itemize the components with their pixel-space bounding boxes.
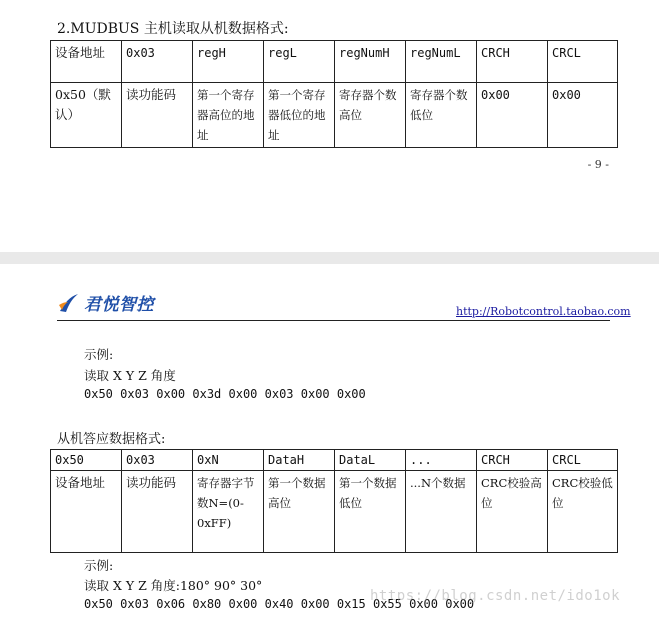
table-cell: 0x00 xyxy=(477,83,548,148)
table-row xyxy=(51,83,618,148)
table-cell: 寄存器字节数N=(0-0xFF) xyxy=(193,471,264,553)
table-cell: DataH xyxy=(264,450,335,471)
brand-swoosh-icon xyxy=(57,291,81,315)
table-cell: 第一个寄存器低位的地址 xyxy=(264,83,335,148)
table-cell: CRCH xyxy=(477,450,548,471)
page-number: - 9 - xyxy=(587,158,609,171)
table-cell: CRCH xyxy=(477,41,548,83)
table-cell: regH xyxy=(193,41,264,83)
table-cell: 设备地址 xyxy=(51,471,122,553)
table-cell: 读功能码 xyxy=(122,471,193,553)
table-cell: 0xN xyxy=(193,450,264,471)
table-cell: 第一个寄存器高位的地址 xyxy=(193,83,264,148)
table-cell: 0x03 xyxy=(122,450,193,471)
example-read-line: 读取 X Y Z 角度:180° 90° 30° xyxy=(84,578,263,593)
table-cell: CRC校验高位 xyxy=(477,471,548,553)
table-row xyxy=(51,41,618,83)
example-request-bytes: 0x50 0x03 0x00 0x3d 0x00 0x03 0x00 0x00 xyxy=(84,387,366,401)
table-cell: regNumH xyxy=(335,41,406,83)
table-cell: 读功能码 xyxy=(122,83,193,148)
response-format-table xyxy=(50,449,618,553)
example-label: 示例: xyxy=(84,558,114,573)
brand-name: 君悦智控 xyxy=(84,295,154,315)
table-cell: 0x50 xyxy=(51,450,122,471)
page-separator xyxy=(0,252,659,264)
store-link[interactable]: http://Robotcontrol.taobao.com xyxy=(456,305,631,318)
table-cell: ... xyxy=(406,450,477,471)
table-cell: 0x00 xyxy=(548,83,618,148)
brand-logo xyxy=(57,290,154,315)
example-response-bytes: 0x50 0x03 0x06 0x80 0x00 0x40 0x00 0x15 0x55 0x00 0x00 xyxy=(84,597,475,611)
table-cell: 寄存器个数高位 xyxy=(335,83,406,148)
table-cell: DataL xyxy=(335,450,406,471)
request-format-table xyxy=(50,40,618,148)
table-cell: 设备地址 xyxy=(51,41,122,83)
header-divider xyxy=(57,320,610,321)
table-cell: regL xyxy=(264,41,335,83)
table-cell: 0x03 xyxy=(122,41,193,83)
table-cell: 寄存器个数低位 xyxy=(406,83,477,148)
document-page-top xyxy=(0,0,659,252)
table-cell: regNumL xyxy=(406,41,477,83)
response-heading: 从机答应数据格式: xyxy=(57,432,166,447)
section-heading: 2.MUDBUS 主机读取从机数据格式: xyxy=(57,21,289,37)
table-row xyxy=(51,450,618,471)
table-cell: 第一个数据低位 xyxy=(335,471,406,553)
watermark: https://blog.csdn.net/ido1ok xyxy=(370,588,621,604)
table-cell: 0x50（默认） xyxy=(51,83,122,148)
example-label: 示例: xyxy=(84,347,114,362)
table-cell: CRC校验低位 xyxy=(548,471,618,553)
example-read-line: 读取 X Y Z 角度 xyxy=(84,368,176,383)
table-cell: CRCL xyxy=(548,41,618,83)
table-cell: CRCL xyxy=(548,450,618,471)
table-cell: 第一个数据高位 xyxy=(264,471,335,553)
table-row xyxy=(51,471,618,553)
table-cell: ...N个数据 xyxy=(406,471,477,553)
